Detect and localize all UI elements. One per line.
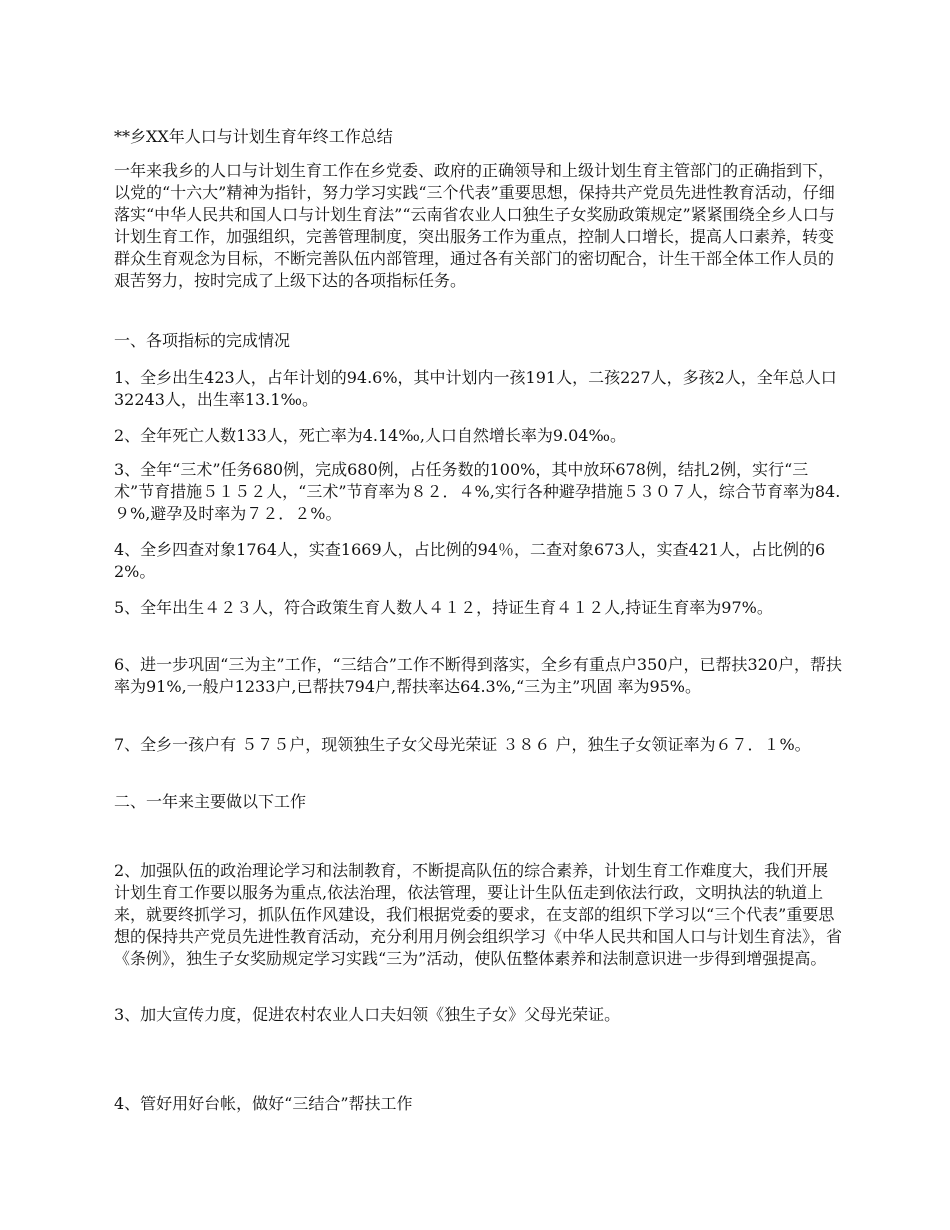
intro-paragraph: 一年来我乡的人口与计划生育工作在乡党委、政府的正确领导和上级计划生育主管部门的正确指到下，以党的“十六大”精神为指针，努力学习实践“三个代表”重要思想，保持共产党员先进性教育活动，仔细落实“中华人民共和国人口与计划生育法”“云南省农业人口独生子女奖励政策规定”紧紧围绕全乡人口与计划生育工作，加强组织，完善管理制度，突出服务工作为重点，控制人口增长，提高人口素养，转变群众生育观念为目标，不断完善队伍内部管理，通过各有关部门的密切配合，计生干部全体工作人员的艰苦努力，按时完成了上级下达的各项指标任务。 <box>114 161 835 290</box>
indicator-item: 6、进一步巩固“三为主”工作，“三结合”工作不断得到落实，全乡有重点户350户，已帮扶320户，帮扶率为91%,一般户1233户,已帮扶794户,帮扶率达64.3%,“三为主”巩固 率为95%。 <box>114 655 842 696</box>
indicator-item: 4、全乡四查对象1764人，实查1669人，占比例的94％，二查对象673人，实查421人，占比例的62%。 <box>114 540 826 581</box>
indicator-item: 5、全年出生４２３人，符合政策生育人数人４１２，持证生育４１２人,持证生育率为97%。 <box>114 598 773 617</box>
work-item: 4、管好用好台帐，做好“三结合”帮扶工作 <box>114 1094 413 1113</box>
indicator-item: 2、全年死亡人数133人，死亡率为4.14‰,人口自然增长率为9.04‰。 <box>114 426 626 445</box>
indicator-item: 1、全乡出生423人，占年计划的94.6%，其中计划内一孩191人，二孩227人，多孩2人，全年总人口32243人，出生率13.1‰。 <box>114 368 837 409</box>
indicator-item: 7、全乡一孩户有 ５７５户，现领独生子女父母光荣证 ３８６ 户，独生子女领证率为６７．１%。 <box>114 735 811 754</box>
indicator-item: 3、全年“三术”任务680例，完成680例，占任务数的100%，其中放环678例，结扎2例，实行“三术”节育措施５１５２人，“三术”节育率为８２．４%,实行各种避孕措施５３０７人，综合节育率为84.９%,避孕及时率为７２．２%。 <box>114 460 841 523</box>
work-item: 3、加大宣传力度，促进农村农业人口夫妇领《独生子女》父母光荣证。 <box>114 1005 621 1024</box>
section-heading-work: 二、一年来主要做以下工作 <box>114 792 307 811</box>
section-heading-indicators: 一、各项指标的完成情况 <box>114 331 291 350</box>
work-item: 2、加强队伍的政治理论学习和法制教育，不断提高队伍的综合素养，计划生育工作难度大，我们开展计划生育工作要以服务为重点,依法治理，依法管理，要让计生队伍走到依法行政，文明执法的轨道上来，就要终抓学习，抓队伍作风建设，我们根据党委的要求，在支部的组织下学习以“三个代表”重要思想的保持共产党员先进性教育活动，充分利用月例会组织学习《中华人民共和国人口与计划生育法》，省《条例》，独生子女奖励规定学习实践“三为”活动，使队伍整体素养和法制意识进一步得到增强提高。 <box>114 861 843 968</box>
document-title: **乡XX年人口与计划生育年终工作总结 <box>114 127 393 146</box>
